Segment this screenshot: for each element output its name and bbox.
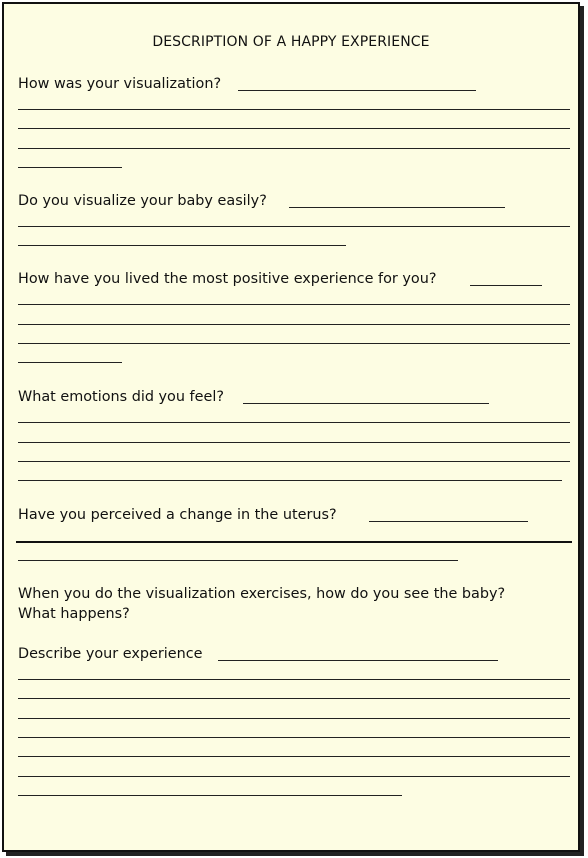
answer-line[interactable] <box>18 795 402 796</box>
answer-line-baby-easily-inline[interactable] <box>289 207 505 208</box>
question-visualization: How was your visualization? <box>18 76 222 92</box>
answer-line[interactable] <box>18 480 562 481</box>
answer-line[interactable] <box>18 679 570 680</box>
answer-line[interactable] <box>18 461 570 462</box>
answer-line-visualization-inline[interactable] <box>238 90 476 91</box>
answer-line[interactable] <box>18 560 458 561</box>
question-see-baby: When you do the visualization exercises, how do you see the baby? <box>18 586 506 602</box>
answer-line[interactable] <box>18 167 122 168</box>
answer-line[interactable] <box>18 362 122 363</box>
answer-line[interactable] <box>18 324 570 325</box>
question-describe-experience: Describe your experience <box>18 646 203 662</box>
answer-line[interactable] <box>18 128 570 129</box>
answer-line[interactable] <box>18 343 570 344</box>
answer-line[interactable] <box>18 737 570 738</box>
form-title: DESCRIPTION OF A HAPPY EXPERIENCE <box>152 34 430 50</box>
answer-line[interactable] <box>18 422 570 423</box>
answer-line[interactable] <box>18 304 570 305</box>
answer-line-positive-inline[interactable] <box>470 285 542 286</box>
question-uterus-change: Have you perceived a change in the uterus? <box>18 507 337 523</box>
answer-line-uterus-inline[interactable] <box>369 521 528 522</box>
answer-line[interactable] <box>18 109 570 110</box>
answer-line[interactable] <box>18 442 570 443</box>
form-sheet <box>2 2 580 852</box>
question-positive-experience: How have you lived the most positive experience for you? <box>18 271 437 287</box>
question-what-happens: What happens? <box>18 606 130 622</box>
question-baby-easily: Do you visualize your baby easily? <box>18 193 267 209</box>
answer-line[interactable] <box>18 718 570 719</box>
answer-line[interactable] <box>18 148 570 149</box>
answer-line[interactable] <box>18 698 570 699</box>
answer-line[interactable] <box>16 541 572 543</box>
answer-line-describe-inline[interactable] <box>218 660 498 661</box>
answer-line-emotions-inline[interactable] <box>243 403 489 404</box>
answer-line[interactable] <box>18 776 570 777</box>
answer-line[interactable] <box>18 226 570 227</box>
answer-line[interactable] <box>18 756 570 757</box>
answer-line[interactable] <box>18 245 346 246</box>
question-emotions: What emotions did you feel? <box>18 389 224 405</box>
